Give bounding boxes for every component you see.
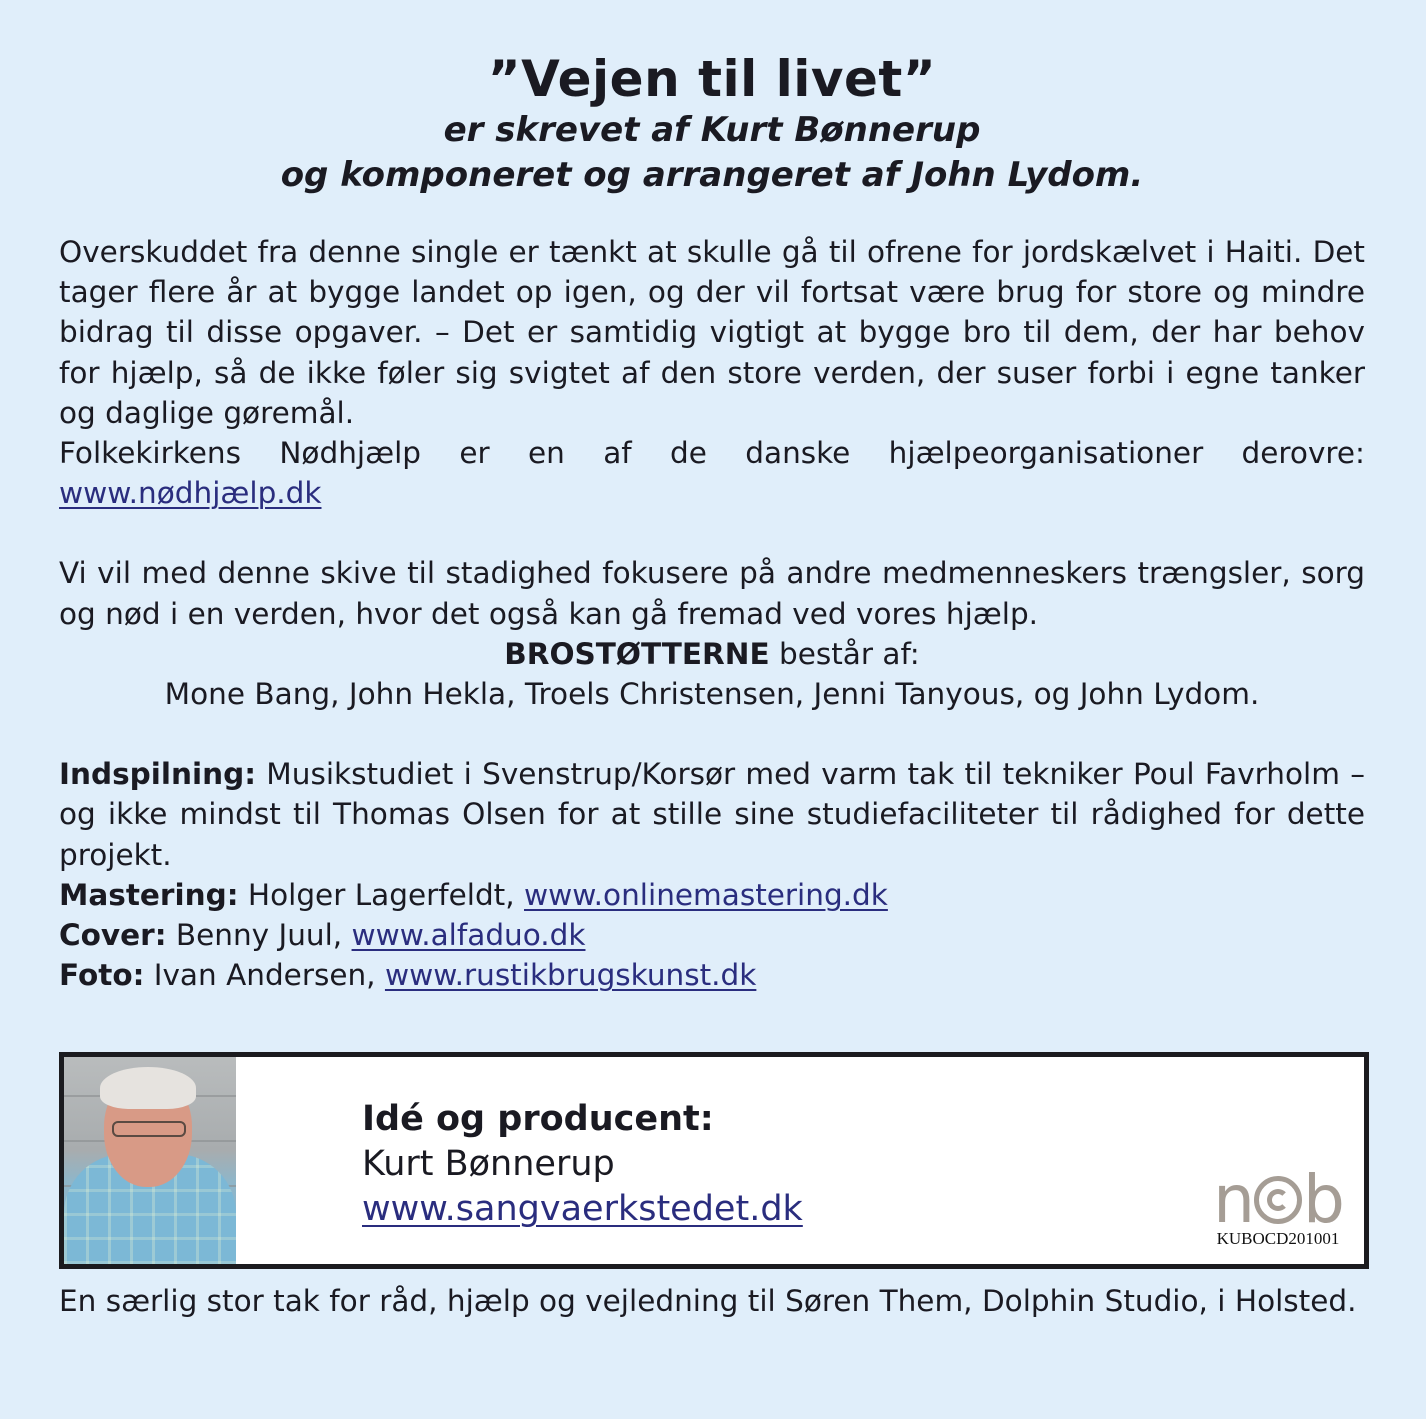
recording-label: Indspilning: (59, 757, 257, 792)
paragraph-donation: Overskuddet fra denne single er tænkt at skulle gå til ofrene for jordskælvet i Haiti. Det tager flere år at bygge landet op igen, og der vil fortsat være brug for store og mindre bidrag til disse opgaver. – Det er samtidig vigtigt at bygge bro til dem, der har behov for hjælp, så de ikke føler sig svigtet af den store verden, der suser forbi i egne tanker og daglige gøremål. (59, 235, 1365, 430)
title-block (59, 0, 1365, 198)
subtitle-author: er skrevet af Kurt Bønnerup (443, 110, 981, 150)
recording-text: Musikstudiet i Svenstrup/Korsør med varm tak til tekniker Poul Favrholm – og ikke mindst til Thomas Olsen for at stille sine studiefaciliteter til rådighed for dette projekt. (59, 757, 1365, 872)
producer-info (362, 1097, 803, 1232)
copyright-c-icon (1254, 1176, 1302, 1224)
credit-cover (59, 915, 1365, 955)
catalog-code: KUBOCD201001 (1216, 1229, 1340, 1248)
photo-text: Ivan Andersen, (144, 958, 385, 993)
cover-label: Cover: (59, 918, 167, 953)
photo-hair (100, 1067, 196, 1109)
mastering-text: Holger Lagerfeldt, (238, 877, 524, 912)
paragraph-focus: Vi vil med denne skive til stadighed fokusere på andre medmenneskers trængsler, sorg og nød i en verden, hvor det også kan gå fremad ved vores hjælp. (59, 556, 1365, 631)
credit-photo (59, 955, 1365, 995)
spacer (59, 714, 1365, 754)
rustikbrugskunst-link[interactable]: www.rustikbrugskunst.dk (384, 958, 757, 993)
band-consists-of: består af: (769, 636, 920, 671)
paragraph-organisation: Folkekirkens Nødhjælp er en af de danske hjælpeorganisationer derovre: (59, 436, 1365, 471)
ncb-logo-icon: n b (1213, 1161, 1343, 1238)
credit-recording (59, 754, 1365, 875)
cover-text: Benny Juul, (166, 918, 352, 953)
ncb-logo (1202, 1161, 1354, 1248)
photo-label: Foto: (59, 958, 145, 993)
producer-title: Idé og producent: (362, 1099, 714, 1139)
organisation-link-line (59, 473, 1365, 513)
nodhjaelp-link[interactable]: www.nødhjælp.dk (59, 476, 322, 511)
sangvaerkstedet-link[interactable]: www.sangvaerkstedet.dk (362, 1189, 803, 1229)
spacer (59, 513, 1365, 553)
producer-box (59, 1052, 1369, 1269)
band-heading (59, 634, 1365, 674)
main-title: ”Vejen til livet” (487, 50, 937, 108)
producer-name: Kurt Bønnerup (362, 1144, 615, 1184)
alfaduo-link[interactable]: www.alfaduo.dk (351, 918, 586, 953)
credit-mastering (59, 875, 1365, 915)
producer-photo (64, 1057, 236, 1264)
onlinemastering-link[interactable]: www.onlinemastering.dk (524, 877, 888, 912)
photo-glasses (112, 1121, 186, 1137)
band-name: BROSTØTTERNE (504, 636, 770, 671)
mastering-label: Mastering: (59, 877, 239, 912)
subtitle-composer: og komponeret og arrangeret af John Lydom. (280, 155, 1144, 195)
document-page (59, 0, 1365, 995)
band-members: Mone Bang, John Hekla, Troels Christensen, Jenni Tanyous, og John Lydom. (164, 677, 1260, 712)
footer-thanks: En særlig stor tak for råd, hjælp og vejledning til Søren Them, Dolphin Studio, i Holsted. (59, 1284, 1357, 1318)
